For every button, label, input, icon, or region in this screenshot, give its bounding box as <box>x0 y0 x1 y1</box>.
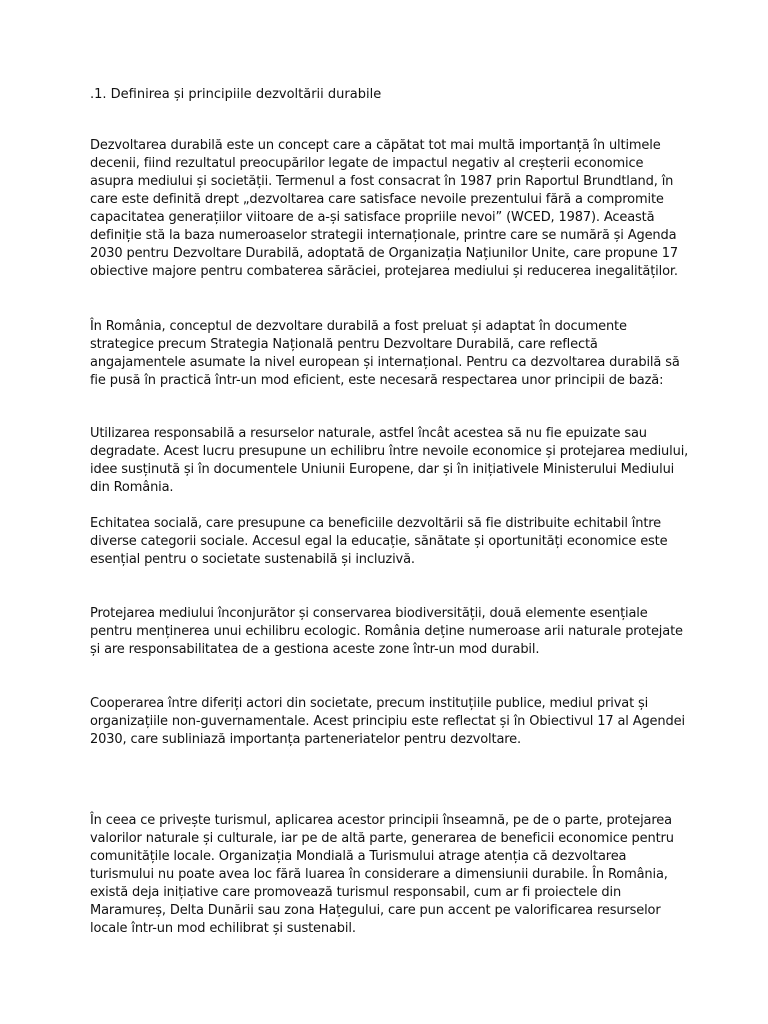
paragraph-tourism: În ceea ce privește turismul, aplicarea acestor principii înseamnă, pe de o parte, protejarea valorilor naturale și culturale, iar pe de altă parte, generarea de beneficii economice pentru comunitățile locale. Organizația Mondială a Turismului atrage atenția că dezvoltarea turismului nu poate avea loc fără luarea în considerare a dimensiunii durabile. În România, există deja inițiative care promovează turismul responsabil, cum ar fi proiectele din Maramureș, Delta Dunării sau zona Hațegului, care pun accent pe valorificarea resurselor locale într-un mod echilibrat și sustenabil. <box>90 813 674 936</box>
paragraph-principle-environment: Protejarea mediului înconjurător și conservarea biodiversității, două elemente esențiale pentru menținerea unui echilibru ecologic. România deține numeroase arii naturale protejate și are responsabilitatea de a gestiona aceste zone într-un mod durabil. <box>90 606 683 657</box>
paragraph-principle-resources: Utilizarea responsabilă a resurselor naturale, astfel încât acestea să nu fie epuizate sau degradate. Acest lucru presupune un echilibru între nevoile economice și protejarea mediului, idee susținută și în documentele Uniunii Europene, dar și în inițiativele Ministerului Mediului din România. <box>90 426 689 495</box>
paragraph-romania-strategy: În România, conceptul de dezvoltare durabilă a fost preluat și adaptat în documente strategice precum Strategia Națională pentru Dezvoltare Durabilă, care reflectă angajamentele asumate la nivel european și internațional. Pentru ca dezvoltarea durabilă să fie pusă în practică într-un mod eficient, este necesară respectarea unor principii de bază: <box>90 319 680 388</box>
section-heading: .1. Definirea și principiile dezvoltării durabile <box>90 87 382 102</box>
paragraph-brundtland-definition: Dezvoltarea durabilă este un concept care a căpătat tot mai multă importanță în ultimele decenii, fiind rezultatul preocupărilor legate de impactul negativ al creșterii economice asupra mediului și societății. Termenul a fost consacrat în 1987 prin Raportul Brundtland, în care este definită drept „dezvoltarea care satisface nevoile prezentului fără a compromite capacitatea generațiilor viitoare de a-și satisface propriile nevoi” (WCED, 1987). Această definiție stă la baza numeroaselor strategii internaționale, printre care se numără și Agenda 2030 pentru Dezvoltare Durabilă, adoptată de Organizația Națiunilor Unite, care propune 17 obiective majore pentru combaterea sărăciei, protejarea mediului și reducerea inegalităților. <box>90 138 678 279</box>
paragraph-principle-cooperation: Cooperarea între diferiți actori din societate, precum instituțiile publice, mediul privat și organizațiile non-guvernamentale. Acest principiu este reflectat și în Obiectivul 17 al Agendei 2030, care subliniază importanța parteneriatelor pentru dezvoltare. <box>90 696 685 747</box>
paragraph-principle-social-equity: Echitatea socială, care presupune ca beneficiile dezvoltării să fie distribuite echitabil între diverse categorii sociale. Accesul egal la educație, sănătate și oportunități economice este esențial pentru o societate sustenabilă și incluzivă. <box>90 516 668 567</box>
